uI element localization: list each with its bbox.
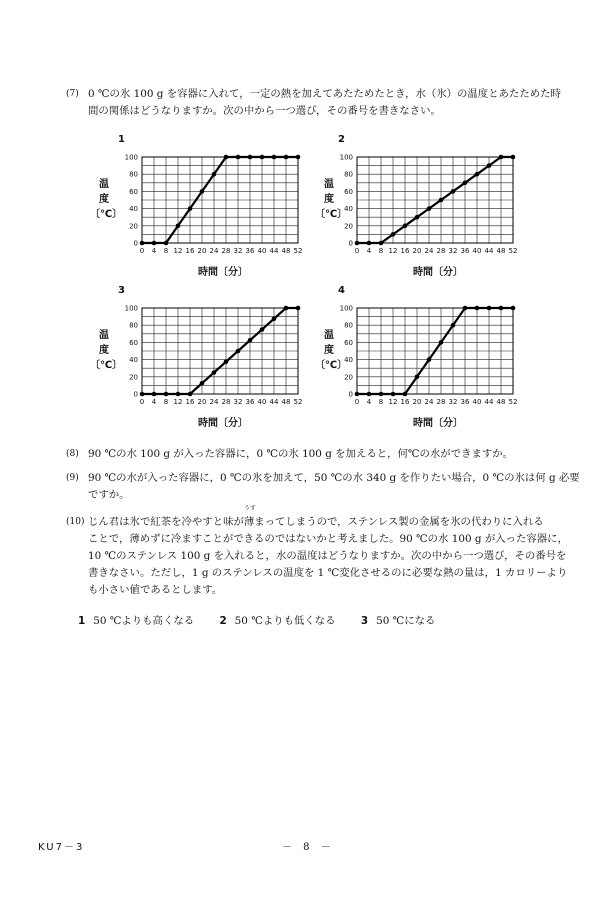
chart-option-2 — [315, 132, 545, 282]
chart-plot — [315, 132, 545, 282]
data-point — [463, 306, 468, 311]
x-tick-label: 4 — [366, 398, 372, 406]
data-point — [367, 392, 372, 397]
y-tick-label: 0 — [348, 390, 353, 399]
data-point — [272, 155, 277, 160]
data-point — [188, 206, 193, 211]
data-point — [212, 370, 217, 375]
y-tick-label: 60 — [129, 338, 138, 347]
data-point — [499, 306, 504, 311]
data-point — [439, 340, 444, 345]
x-tick-label: 24 — [209, 247, 219, 255]
x-tick-label: 20 — [412, 247, 422, 255]
x-tick-label: 16 — [400, 398, 410, 406]
data-point — [475, 306, 480, 311]
data-point — [152, 392, 157, 397]
x-tick-label: 36 — [245, 398, 255, 406]
data-point — [391, 232, 396, 237]
data-point — [499, 155, 504, 160]
question-text-line: 90 ℃の水 100 g が入った容器に，0 ℃の氷 100 g を加えると，何℃の水ができますか。 — [88, 448, 514, 460]
x-tick-label: 48 — [496, 247, 506, 255]
x-axis-label: 時間〔分〕 — [413, 267, 463, 278]
x-tick-label: 44 — [269, 247, 279, 255]
chart-option-4 — [315, 283, 545, 433]
y-tick-label: 100 — [339, 304, 353, 313]
y-tick-label: 20 — [344, 373, 353, 382]
data-point — [176, 224, 181, 229]
y-tick-label: 40 — [129, 356, 138, 365]
data-point — [224, 155, 229, 160]
data-point — [224, 359, 229, 364]
data-point — [248, 155, 253, 160]
x-tick-label: 12 — [388, 247, 398, 255]
x-tick-label: 4 — [151, 247, 157, 255]
chart-number: 2 — [338, 134, 345, 145]
x-tick-label: 48 — [281, 247, 291, 255]
x-tick-label: 52 — [508, 398, 518, 406]
y-axis-label: 温 度 〔℃〕 — [90, 330, 123, 371]
data-point — [260, 155, 265, 160]
answer-options — [78, 612, 457, 627]
data-point — [439, 198, 444, 203]
x-tick-label: 40 — [257, 247, 267, 255]
y-tick-label: 80 — [129, 321, 138, 330]
y-tick-label: 80 — [344, 170, 353, 179]
x-tick-label: 32 — [233, 398, 243, 406]
exam-code: KU7－3 — [38, 842, 85, 853]
question-7 — [66, 86, 566, 120]
data-point — [272, 316, 277, 321]
x-tick-label: 52 — [508, 247, 518, 255]
x-tick-label: 4 — [366, 247, 372, 255]
x-tick-label: 44 — [484, 398, 494, 406]
question-text-line: も小さい値であるとします。 — [88, 584, 223, 596]
data-point — [415, 215, 420, 220]
y-tick-label: 80 — [344, 321, 353, 330]
page-number: － 8 － — [282, 842, 335, 853]
x-tick-label: 36 — [460, 398, 470, 406]
x-tick-label: 28 — [436, 398, 446, 406]
y-tick-label: 60 — [129, 187, 138, 196]
data-point — [140, 241, 145, 246]
x-tick-label: 28 — [221, 247, 231, 255]
x-tick-label: 48 — [496, 398, 506, 406]
y-tick-label: 60 — [344, 187, 353, 196]
x-tick-label: 12 — [173, 247, 183, 255]
data-point — [367, 241, 372, 246]
data-point — [236, 155, 241, 160]
data-point — [511, 306, 516, 311]
data-point — [427, 357, 432, 362]
data-point — [427, 206, 432, 211]
question-text-line: 0 ℃の氷 100 g を容器に入れて，一定の熱を加えてあたためたとき，水（氷）の温度とあたためた時 — [88, 88, 561, 100]
y-tick-label: 0 — [133, 239, 138, 248]
y-tick-label: 0 — [133, 390, 138, 399]
data-point — [260, 327, 265, 332]
data-point — [176, 392, 181, 397]
x-tick-label: 44 — [484, 247, 494, 255]
y-tick-label: 80 — [129, 170, 138, 179]
x-tick-label: 40 — [472, 398, 482, 406]
y-axis-label: 温 度 〔℃〕 — [90, 179, 123, 220]
x-tick-label: 20 — [197, 247, 207, 255]
data-point — [391, 392, 396, 397]
x-tick-label: 8 — [378, 247, 384, 255]
data-point — [511, 155, 516, 160]
x-tick-label: 32 — [448, 398, 458, 406]
chart-option-1 — [90, 132, 330, 282]
y-tick-label: 40 — [344, 205, 353, 214]
data-point — [463, 181, 468, 186]
chart-number: 1 — [118, 134, 125, 145]
data-point — [188, 392, 193, 397]
y-tick-label: 100 — [124, 304, 138, 313]
data-point — [403, 224, 408, 229]
data-point — [415, 375, 420, 380]
chart-plot — [315, 283, 545, 433]
data-point — [403, 392, 408, 397]
x-tick-label: 20 — [197, 398, 207, 406]
y-tick-label: 60 — [344, 338, 353, 347]
y-tick-label: 100 — [339, 153, 353, 162]
x-tick-label: 24 — [209, 398, 219, 406]
x-tick-label: 16 — [185, 398, 195, 406]
data-point — [236, 349, 241, 354]
y-tick-label: 20 — [129, 222, 138, 231]
x-tick-label: 8 — [163, 398, 169, 406]
x-tick-label: 40 — [472, 247, 482, 255]
x-tick-label: 20 — [412, 398, 422, 406]
y-axis-label: 温 度 〔℃〕 — [315, 179, 348, 220]
question-text-line: ことで，薄めずに冷ますことができるのではないかと考えました。90 ℃の水 100 g が入った容器に， — [88, 533, 568, 545]
x-axis-label: 時間〔分〕 — [198, 418, 248, 429]
data-point — [475, 172, 480, 177]
x-tick-label: 28 — [221, 398, 231, 406]
data-point — [164, 392, 169, 397]
question-9 — [66, 470, 580, 504]
x-tick-label: 0 — [139, 398, 145, 406]
question-text-line: 間の関係はどうなりますか。次の中から一つ選び，その番号を書きなさい。 — [88, 105, 441, 117]
data-point — [248, 338, 253, 343]
question-number: (9) — [66, 473, 79, 483]
question-10 — [66, 505, 568, 599]
data-point — [296, 155, 301, 160]
data-point — [379, 241, 384, 246]
answer-option-2: 2 50 ℃よりも低くなる — [219, 615, 336, 627]
y-tick-label: 20 — [344, 222, 353, 231]
x-tick-label: 8 — [163, 247, 169, 255]
x-tick-label: 0 — [139, 247, 145, 255]
x-tick-label: 16 — [400, 247, 410, 255]
chart-number: 3 — [118, 285, 125, 296]
y-tick-label: 40 — [129, 205, 138, 214]
data-point — [200, 381, 205, 386]
x-tick-label: 36 — [245, 247, 255, 255]
question-number: (8) — [66, 449, 79, 459]
question-text-line: 10 ℃のステンレス 100 g を入れると，水の温度はどうなりますか。次の中から一つ選び，その番号を — [88, 550, 567, 562]
x-tick-label: 12 — [388, 398, 398, 406]
chart-plot — [100, 132, 330, 282]
x-tick-label: 44 — [269, 398, 279, 406]
x-tick-label: 24 — [424, 247, 434, 255]
data-point — [212, 172, 217, 177]
x-tick-label: 32 — [233, 247, 243, 255]
ruby-word: うす 薄 — [243, 505, 256, 528]
question-number: (7) — [66, 89, 79, 99]
question-text-line: 90 ℃の水が入った容器に，0 ℃の氷を加えて，50 ℃の水 340 g を作りたい場合，0 ℃の氷は何 g 必要 — [88, 472, 580, 484]
x-tick-label: 52 — [293, 247, 303, 255]
question-text-line: じん君は氷で紅茶を冷やすと味が うす 薄まってしまうので，ステンレス製の金属を氷の代わりに入れる — [88, 514, 566, 531]
chart-option-3 — [90, 283, 330, 433]
x-tick-label: 32 — [448, 247, 458, 255]
answer-option-1: 1 50 ℃よりも高くなる — [78, 615, 195, 627]
x-tick-label: 16 — [185, 247, 195, 255]
x-tick-label: 8 — [378, 398, 384, 406]
data-point — [355, 241, 360, 246]
x-axis-label: 時間〔分〕 — [413, 418, 463, 429]
x-tick-label: 24 — [424, 398, 434, 406]
answer-option-3: 3 50 ℃になる — [360, 615, 436, 627]
question-text-line: ですか。 — [88, 489, 130, 501]
x-tick-label: 40 — [257, 398, 267, 406]
data-point — [451, 189, 456, 194]
data-point — [284, 306, 289, 311]
data-point — [487, 306, 492, 311]
data-point — [140, 392, 145, 397]
x-tick-label: 36 — [460, 247, 470, 255]
x-tick-label: 48 — [281, 398, 291, 406]
data-point — [164, 241, 169, 246]
data-point — [487, 163, 492, 168]
data-point — [200, 189, 205, 194]
data-point — [296, 306, 301, 311]
chart-number: 4 — [338, 285, 345, 296]
question-8 — [66, 446, 566, 463]
x-tick-label: 12 — [173, 398, 183, 406]
question-number: (10) — [66, 517, 85, 527]
chart-plot — [100, 283, 330, 433]
data-point — [284, 155, 289, 160]
data-point — [379, 392, 384, 397]
y-tick-label: 100 — [124, 153, 138, 162]
question-text-line: 書きなさい。ただし，1 g のステンレスの温度を 1 ℃変化させるのに必要な熱の量は，1 カロリーより — [88, 567, 568, 579]
x-tick-label: 4 — [151, 398, 157, 406]
data-point — [152, 241, 157, 246]
x-axis-label: 時間〔分〕 — [198, 267, 248, 278]
data-point — [451, 323, 456, 328]
y-axis-label: 温 度 〔℃〕 — [315, 330, 348, 371]
x-tick-label: 0 — [354, 247, 360, 255]
y-tick-label: 40 — [344, 356, 353, 365]
data-point — [355, 392, 360, 397]
x-tick-label: 0 — [354, 398, 360, 406]
y-tick-label: 20 — [129, 373, 138, 382]
x-tick-label: 28 — [436, 247, 446, 255]
y-tick-label: 0 — [348, 239, 353, 248]
x-tick-label: 52 — [293, 398, 303, 406]
